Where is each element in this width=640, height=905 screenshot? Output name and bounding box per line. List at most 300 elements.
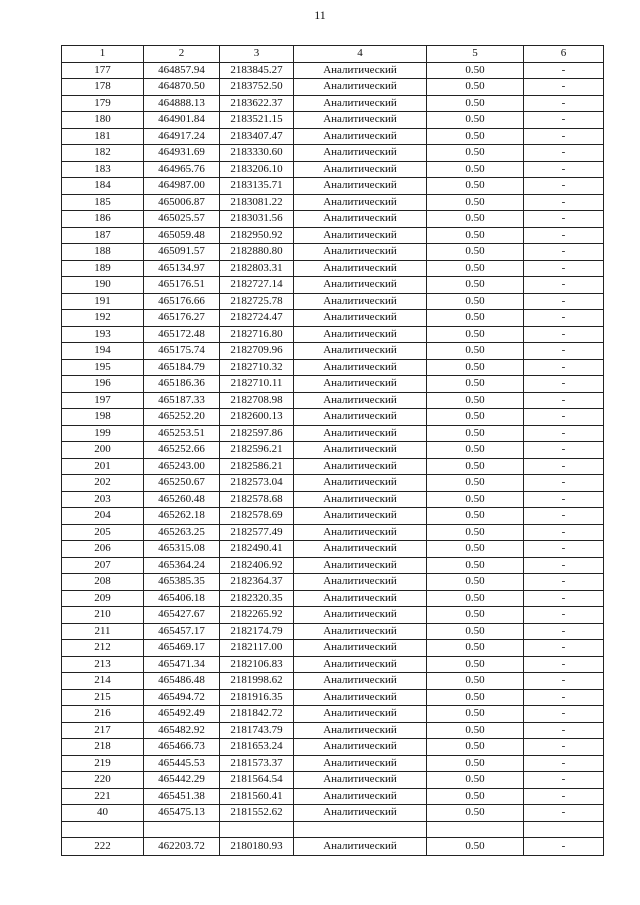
table-row [62,590,604,607]
accuracy-cell: 0.50 [427,359,524,376]
y-coordinate-cell: 2182724.47 [220,310,294,327]
point-number-cell: 210 [62,607,144,624]
header-col-1: 1 [62,46,144,63]
point-number-cell: 199 [62,425,144,442]
method-cell [294,821,427,838]
x-coordinate-cell: 465134.97 [144,260,220,277]
point-number-cell: 209 [62,590,144,607]
note-cell: - [524,788,604,805]
note-cell: - [524,475,604,492]
point-number-cell: 196 [62,376,144,393]
y-coordinate-cell: 2182490.41 [220,541,294,558]
x-coordinate-cell: 465172.48 [144,326,220,343]
x-coordinate-cell: 464857.94 [144,62,220,79]
point-number-cell: 178 [62,79,144,96]
accuracy-cell: 0.50 [427,128,524,145]
method-cell: Аналитический [294,689,427,706]
accuracy-cell: 0.50 [427,458,524,475]
y-coordinate-cell: 2182573.04 [220,475,294,492]
y-coordinate-cell: 2182597.86 [220,425,294,442]
x-coordinate-cell: 465252.66 [144,442,220,459]
accuracy-cell: 0.50 [427,95,524,112]
page-number: 11 [314,8,326,22]
accuracy-cell: 0.50 [427,574,524,591]
table-row [62,409,604,426]
x-coordinate-cell: 464901.84 [144,112,220,129]
method-cell: Аналитический [294,623,427,640]
accuracy-cell: 0.50 [427,376,524,393]
table-row [62,260,604,277]
x-coordinate-cell: 465451.38 [144,788,220,805]
y-coordinate-cell: 2183135.71 [220,178,294,195]
y-coordinate-cell: 2182117.00 [220,640,294,657]
accuracy-cell: 0.50 [427,62,524,79]
y-coordinate-cell: 2181560.41 [220,788,294,805]
note-cell: - [524,359,604,376]
accuracy-cell: 0.50 [427,640,524,657]
point-number-cell: 216 [62,706,144,723]
y-coordinate-cell: 2182709.96 [220,343,294,360]
accuracy-cell: 0.50 [427,656,524,673]
table-row [62,112,604,129]
table-row [62,821,604,838]
x-coordinate-cell [144,821,220,838]
accuracy-cell: 0.50 [427,194,524,211]
accuracy-cell: 0.50 [427,343,524,360]
x-coordinate-cell: 465492.49 [144,706,220,723]
point-number-cell: 198 [62,409,144,426]
note-cell: - [524,227,604,244]
note-cell: - [524,706,604,723]
table-row [62,640,604,657]
table-row [62,178,604,195]
method-cell: Аналитический [294,244,427,261]
method-cell: Аналитический [294,755,427,772]
point-number-cell: 201 [62,458,144,475]
table-row [62,805,604,822]
y-coordinate-cell: 2181998.62 [220,673,294,690]
y-coordinate-cell: 2182708.98 [220,392,294,409]
x-coordinate-cell: 465385.35 [144,574,220,591]
point-number-cell [62,821,144,838]
note-cell: - [524,310,604,327]
point-number-cell: 207 [62,557,144,574]
table-row [62,541,604,558]
method-cell: Аналитический [294,640,427,657]
point-number-cell: 191 [62,293,144,310]
note-cell: - [524,62,604,79]
table-row [62,689,604,706]
method-cell: Аналитический [294,524,427,541]
x-coordinate-cell: 464870.50 [144,79,220,96]
y-coordinate-cell: 2183752.50 [220,79,294,96]
note-cell: - [524,112,604,129]
note-cell: - [524,79,604,96]
note-cell: - [524,838,604,856]
note-cell: - [524,178,604,195]
method-cell: Аналитический [294,425,427,442]
x-coordinate-cell: 465442.29 [144,772,220,789]
note-cell: - [524,574,604,591]
note-cell: - [524,607,604,624]
point-number-cell: 184 [62,178,144,195]
table-row [62,755,604,772]
accuracy-cell: 0.50 [427,161,524,178]
note-cell: - [524,211,604,228]
x-coordinate-cell: 465494.72 [144,689,220,706]
accuracy-cell: 0.50 [427,838,524,856]
method-cell: Аналитический [294,62,427,79]
point-number-cell: 188 [62,244,144,261]
x-coordinate-cell: 464917.24 [144,128,220,145]
y-coordinate-cell: 2182106.83 [220,656,294,673]
table-row [62,194,604,211]
x-coordinate-cell: 465471.34 [144,656,220,673]
table-row [62,161,604,178]
point-number-cell: 221 [62,788,144,805]
point-number-cell: 204 [62,508,144,525]
method-cell: Аналитический [294,772,427,789]
method-cell: Аналитический [294,95,427,112]
point-number-cell: 203 [62,491,144,508]
method-cell: Аналитический [294,788,427,805]
table-row [62,739,604,756]
y-coordinate-cell: 2181916.35 [220,689,294,706]
point-number-cell: 202 [62,475,144,492]
point-number-cell: 215 [62,689,144,706]
point-number-cell: 193 [62,326,144,343]
y-coordinate-cell: 2181552.62 [220,805,294,822]
table-row [62,706,604,723]
x-coordinate-cell: 465457.17 [144,623,220,640]
y-coordinate-cell: 2182586.21 [220,458,294,475]
point-number-cell: 222 [62,838,144,856]
point-number-cell: 181 [62,128,144,145]
x-coordinate-cell: 465250.67 [144,475,220,492]
y-coordinate-cell: 2182803.31 [220,260,294,277]
method-cell: Аналитический [294,260,427,277]
table-row [62,277,604,294]
point-number-cell: 182 [62,145,144,162]
point-number-cell: 183 [62,161,144,178]
x-coordinate-cell: 464965.76 [144,161,220,178]
y-coordinate-cell: 2182578.68 [220,491,294,508]
accuracy-cell: 0.50 [427,772,524,789]
y-coordinate-cell: 2183081.22 [220,194,294,211]
table-row [62,557,604,574]
note-cell: - [524,260,604,277]
method-cell: Аналитический [294,656,427,673]
accuracy-cell: 0.50 [427,623,524,640]
header-col-2: 2 [144,46,220,63]
note-cell: - [524,508,604,525]
note-cell: - [524,376,604,393]
method-cell: Аналитический [294,343,427,360]
table-body [62,62,604,856]
note-cell: - [524,524,604,541]
note-cell: - [524,194,604,211]
x-coordinate-cell: 462203.72 [144,838,220,856]
accuracy-cell: 0.50 [427,211,524,228]
y-coordinate-cell: 2182174.79 [220,623,294,640]
x-coordinate-cell: 465466.73 [144,739,220,756]
table-row [62,772,604,789]
header-col-6: 6 [524,46,604,63]
note-cell: - [524,293,604,310]
table-row [62,359,604,376]
accuracy-cell: 0.50 [427,112,524,129]
table-row [62,128,604,145]
accuracy-cell: 0.50 [427,722,524,739]
header-col-5: 5 [427,46,524,63]
method-cell: Аналитический [294,475,427,492]
x-coordinate-cell: 465186.36 [144,376,220,393]
table-row [62,95,604,112]
table-row [62,574,604,591]
point-number-cell: 177 [62,62,144,79]
accuracy-cell: 0.50 [427,805,524,822]
point-number-cell: 219 [62,755,144,772]
note-cell: - [524,95,604,112]
method-cell: Аналитический [294,79,427,96]
method-cell: Аналитический [294,293,427,310]
method-cell: Аналитический [294,706,427,723]
note-cell: - [524,541,604,558]
point-number-cell: 192 [62,310,144,327]
note-cell: - [524,128,604,145]
x-coordinate-cell: 464987.00 [144,178,220,195]
y-coordinate-cell: 2182578.69 [220,508,294,525]
y-coordinate-cell: 2181743.79 [220,722,294,739]
method-cell: Аналитический [294,310,427,327]
y-coordinate-cell: 2182577.49 [220,524,294,541]
method-cell: Аналитический [294,359,427,376]
x-coordinate-cell: 465025.57 [144,211,220,228]
method-cell: Аналитический [294,112,427,129]
x-coordinate-cell: 464888.13 [144,95,220,112]
y-coordinate-cell: 2183622.37 [220,95,294,112]
table-row [62,343,604,360]
point-number-cell: 205 [62,524,144,541]
note-cell: - [524,805,604,822]
accuracy-cell: 0.50 [427,491,524,508]
x-coordinate-cell: 465059.48 [144,227,220,244]
table-row [62,392,604,409]
accuracy-cell: 0.50 [427,425,524,442]
x-coordinate-cell: 465427.67 [144,607,220,624]
table-row [62,838,604,856]
note-cell: - [524,739,604,756]
table-row [62,376,604,393]
accuracy-cell: 0.50 [427,244,524,261]
y-coordinate-cell: 2181573.37 [220,755,294,772]
accuracy-cell: 0.50 [427,508,524,525]
note-cell: - [524,277,604,294]
point-number-cell: 179 [62,95,144,112]
point-number-cell: 208 [62,574,144,591]
note-cell: - [524,722,604,739]
y-coordinate-cell: 2182320.35 [220,590,294,607]
x-coordinate-cell: 465253.51 [144,425,220,442]
x-coordinate-cell: 465486.48 [144,673,220,690]
table-row [62,244,604,261]
x-coordinate-cell: 465176.66 [144,293,220,310]
point-number-cell: 194 [62,343,144,360]
x-coordinate-cell: 465175.74 [144,343,220,360]
note-cell: - [524,244,604,261]
point-number-cell: 40 [62,805,144,822]
note-cell: - [524,623,604,640]
y-coordinate-cell: 2182725.78 [220,293,294,310]
table-row [62,491,604,508]
accuracy-cell: 0.50 [427,739,524,756]
y-coordinate-cell: 2182364.37 [220,574,294,591]
accuracy-cell: 0.50 [427,442,524,459]
table-row [62,211,604,228]
point-number-cell: 211 [62,623,144,640]
x-coordinate-cell: 465243.00 [144,458,220,475]
method-cell: Аналитический [294,508,427,525]
table-row [62,788,604,805]
note-cell: - [524,392,604,409]
accuracy-cell: 0.50 [427,788,524,805]
point-number-cell: 217 [62,722,144,739]
note-cell: - [524,772,604,789]
accuracy-cell: 0.50 [427,310,524,327]
accuracy-cell: 0.50 [427,590,524,607]
accuracy-cell [427,821,524,838]
table-row [62,227,604,244]
accuracy-cell: 0.50 [427,706,524,723]
table-row [62,607,604,624]
note-cell: - [524,425,604,442]
y-coordinate-cell: 2182950.92 [220,227,294,244]
point-number-cell: 190 [62,277,144,294]
note-cell: - [524,491,604,508]
y-coordinate-cell: 2181653.24 [220,739,294,756]
point-number-cell: 220 [62,772,144,789]
x-coordinate-cell: 465262.18 [144,508,220,525]
point-number-cell: 218 [62,739,144,756]
y-coordinate-cell: 2183031.56 [220,211,294,228]
method-cell: Аналитический [294,227,427,244]
table-row [62,623,604,640]
method-cell: Аналитический [294,590,427,607]
accuracy-cell: 0.50 [427,475,524,492]
method-cell: Аналитический [294,392,427,409]
table-row [62,508,604,525]
point-number-cell: 189 [62,260,144,277]
method-cell: Аналитический [294,574,427,591]
accuracy-cell: 0.50 [427,524,524,541]
method-cell: Аналитический [294,673,427,690]
x-coordinate-cell: 465263.25 [144,524,220,541]
x-coordinate-cell: 465482.92 [144,722,220,739]
y-coordinate-cell: 2183407.47 [220,128,294,145]
method-cell: Аналитический [294,458,427,475]
method-cell: Аналитический [294,541,427,558]
table-row [62,310,604,327]
coordinates-table [61,45,604,856]
table-row [62,79,604,96]
point-number-cell: 213 [62,656,144,673]
point-number-cell: 214 [62,673,144,690]
table-row [62,656,604,673]
y-coordinate-cell: 2181564.54 [220,772,294,789]
accuracy-cell: 0.50 [427,673,524,690]
note-cell: - [524,326,604,343]
y-coordinate-cell: 2183330.60 [220,145,294,162]
table-row [62,475,604,492]
accuracy-cell: 0.50 [427,392,524,409]
note-cell: - [524,673,604,690]
y-coordinate-cell: 2182600.13 [220,409,294,426]
note-cell: - [524,343,604,360]
method-cell: Аналитический [294,145,427,162]
y-coordinate-cell: 2182716.80 [220,326,294,343]
accuracy-cell: 0.50 [427,260,524,277]
y-coordinate-cell: 2182265.92 [220,607,294,624]
header-col-4: 4 [294,46,427,63]
method-cell: Аналитический [294,409,427,426]
method-cell: Аналитический [294,442,427,459]
accuracy-cell: 0.50 [427,689,524,706]
accuracy-cell: 0.50 [427,79,524,96]
table-row [62,524,604,541]
note-cell: - [524,640,604,657]
x-coordinate-cell: 465364.24 [144,557,220,574]
point-number-cell: 187 [62,227,144,244]
table-row [62,425,604,442]
x-coordinate-cell: 465091.57 [144,244,220,261]
method-cell: Аналитический [294,557,427,574]
y-coordinate-cell: 2183206.10 [220,161,294,178]
x-coordinate-cell: 464931.69 [144,145,220,162]
header-col-3: 3 [220,46,294,63]
method-cell: Аналитический [294,722,427,739]
accuracy-cell: 0.50 [427,557,524,574]
y-coordinate-cell: 2182727.14 [220,277,294,294]
accuracy-cell: 0.50 [427,409,524,426]
method-cell: Аналитический [294,161,427,178]
x-coordinate-cell: 465176.51 [144,277,220,294]
note-cell: - [524,458,604,475]
method-cell: Аналитический [294,838,427,856]
y-coordinate-cell: 2182710.32 [220,359,294,376]
method-cell: Аналитический [294,128,427,145]
table-row [62,62,604,79]
x-coordinate-cell: 465469.17 [144,640,220,657]
note-cell: - [524,557,604,574]
table-row [62,442,604,459]
point-number-cell: 206 [62,541,144,558]
point-number-cell: 197 [62,392,144,409]
table-row [62,326,604,343]
y-coordinate-cell: 2182596.21 [220,442,294,459]
y-coordinate-cell: 2180180.93 [220,838,294,856]
method-cell: Аналитический [294,739,427,756]
y-coordinate-cell: 2182710.11 [220,376,294,393]
method-cell: Аналитический [294,607,427,624]
accuracy-cell: 0.50 [427,178,524,195]
point-number-cell: 186 [62,211,144,228]
note-cell: - [524,656,604,673]
x-coordinate-cell: 465315.08 [144,541,220,558]
point-number-cell: 180 [62,112,144,129]
method-cell: Аналитический [294,178,427,195]
method-cell: Аналитический [294,211,427,228]
table-row [62,673,604,690]
